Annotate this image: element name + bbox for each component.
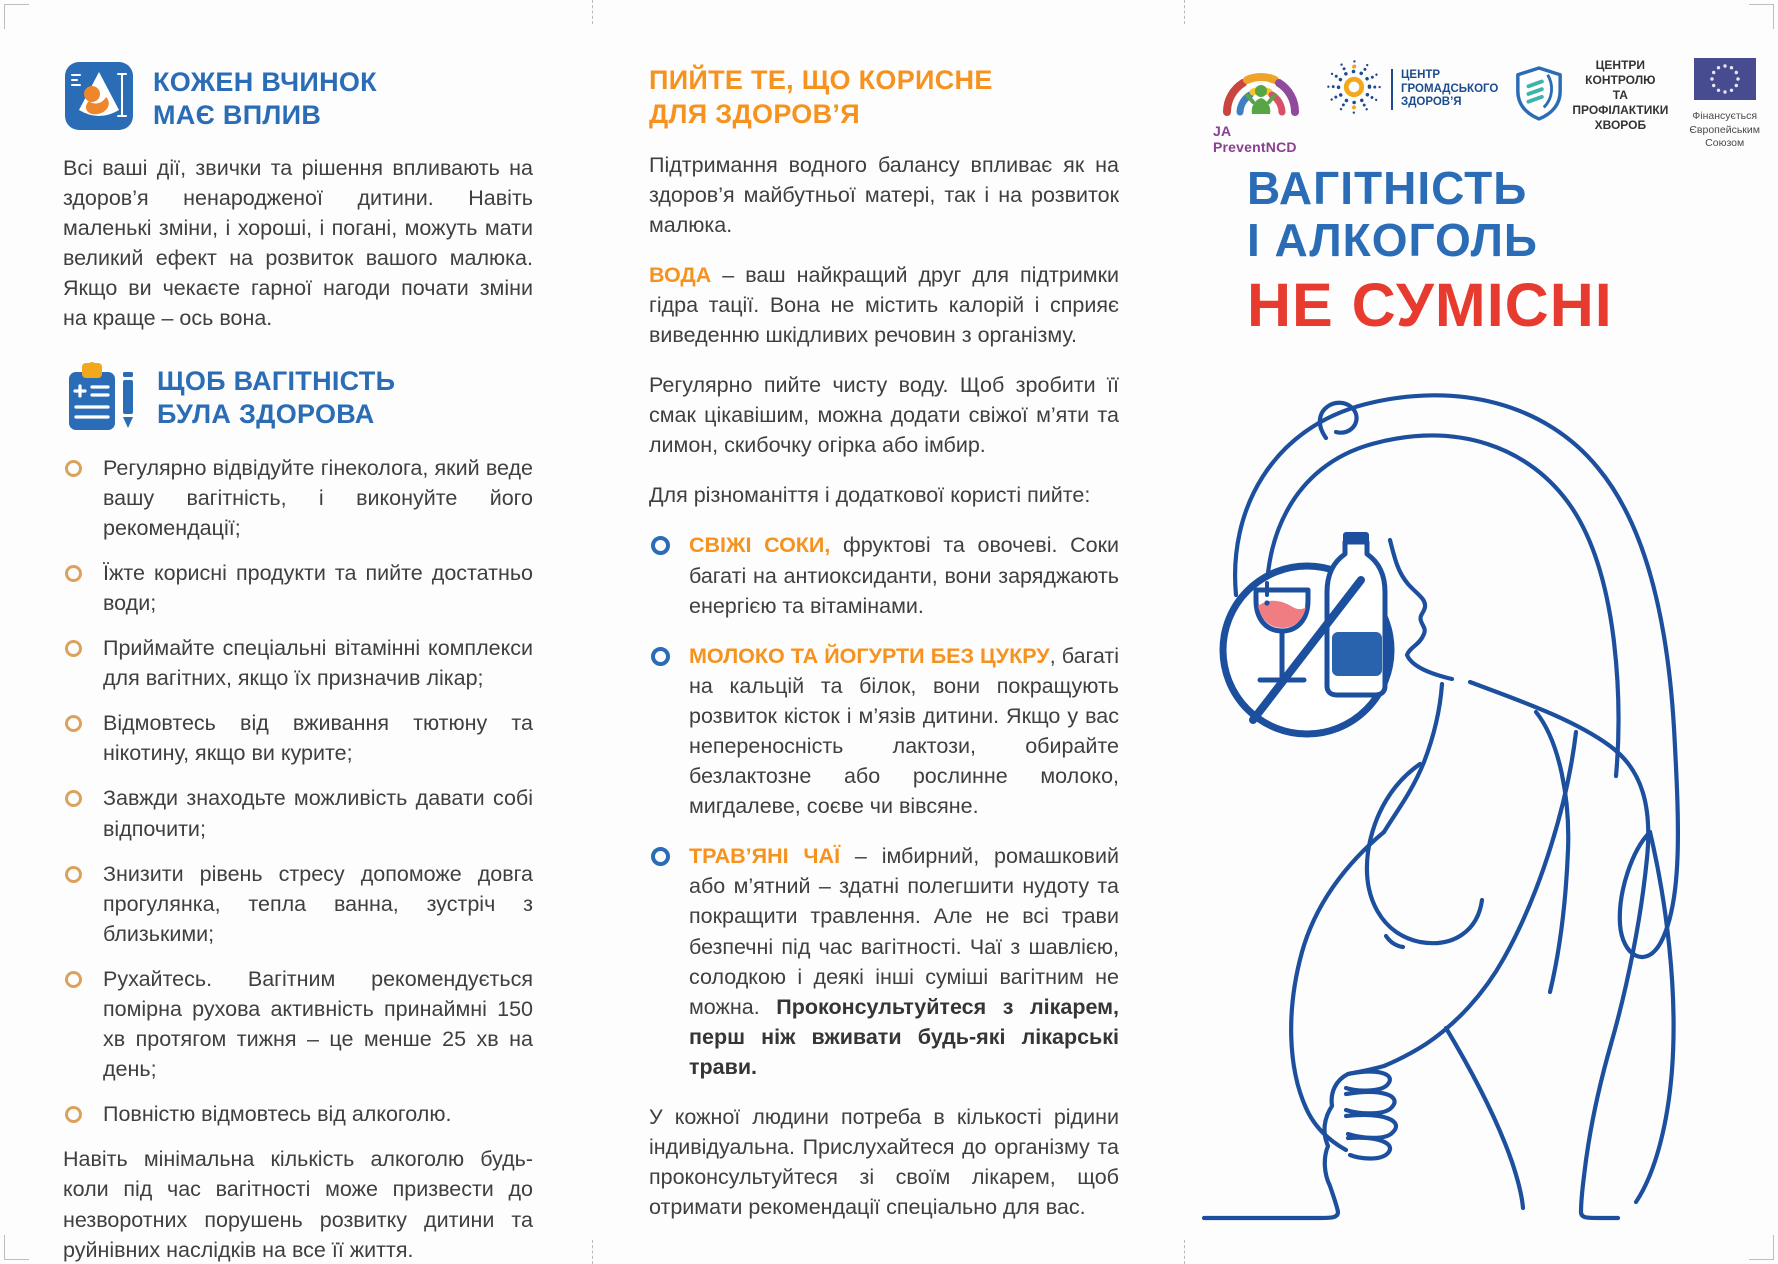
healthy-pregnancy-list <box>63 453 533 1130</box>
bullet-icon <box>65 790 82 807</box>
fold-mark <box>1184 1240 1185 1264</box>
section-healthy-pregnancy-header <box>63 360 533 437</box>
ultrasound-icon <box>63 60 135 137</box>
no-alcohol-sign <box>1223 532 1391 734</box>
list-item: МОЛОКО ТА ЙОГУРТИ БЕЗ ЦУКРУ, багаті на кальцій та білок, вони покращують розвиток кісток і м’язів дитини. Якщо у вас непереносність лактози, обирайте безлактозне або рослинне молоко, мигдалеве, соєве чи вівсяне. <box>649 641 1119 822</box>
bullet-icon <box>65 866 82 883</box>
ja-preventncd-logo <box>1213 58 1309 155</box>
bullet-icon <box>65 971 82 988</box>
left-column <box>63 60 533 1264</box>
water-paragraph: ВОДА – ваш найкращий друг для підтримки гідра тації. Вона не містить калорій і сприяє виведенню шкідливих речовин з організму. <box>649 262 1119 347</box>
list-item: ТРАВ’ЯНІ ЧАЇ – імбирний, ромашковий або м’ятний – здатні полегшити нудоту та покращити травлення. Але не всі трави безпечні під час вагітності. Чаї з шавлією, солодкою і деякі інші суміші вагітним не можна. Проконсультуйтеся з лікарем, перш ніж вживати будь-які лікарські трави. <box>649 841 1119 1082</box>
bullet-icon <box>65 460 82 477</box>
bullet-icon <box>651 536 670 555</box>
list-item: Повністю відмовтесь від алкоголю. <box>63 1099 533 1129</box>
shield-icon <box>1514 65 1564 126</box>
bullet-icon <box>65 640 82 657</box>
title-line-red: НЕ СУМІСНІ <box>1247 271 1613 340</box>
list-item: Відмовтесь від вживання тютюну та нікотину, якщо ви курите; <box>63 708 533 768</box>
sunburst-icon <box>1325 58 1383 121</box>
section-drink-healthy-title: ПИЙТЕ ТЕ, ЩО КОРИСНЕ ДЛЯ ЗДОРОВ’Я <box>649 65 993 129</box>
cdc-label: ЦЕНТРИ КОНТРОЛЮ ТА ПРОФІЛАКТИКИ ХВОРОБ <box>1572 58 1669 132</box>
list-item: СВІЖІ СОКИ, фруктові та овочеві. Соки багаті на антиоксиданти, вони заряджають енергією та вітамінами. <box>649 530 1119 620</box>
crop-mark <box>1749 4 1774 29</box>
eu-flag-icon <box>1694 58 1756 105</box>
bullet-icon <box>65 715 82 732</box>
variety-paragraph: Для різноманіття і додаткової користі пийте: <box>649 483 1091 508</box>
title-line-blue: ВАГІТНІСТЬ І АЛКОГОЛЬ <box>1247 162 1538 266</box>
list-item: Завжди знаходьте можливість давати собі відпочити; <box>63 783 533 843</box>
middle-column <box>649 64 1119 1242</box>
partner-logos <box>1213 58 1765 155</box>
pregnant-woman-illustration <box>1140 380 1778 1230</box>
list-item: Знизити рівень стресу допоможе довга прогулянка, тепла ванна, зустріч з близькими; <box>63 859 533 949</box>
eu-funding-logo <box>1684 58 1765 151</box>
list-item: Приймайте спеціальні вітамінні комплекси для вагітних, якщо їх призначив лікар; <box>63 633 533 693</box>
list-item: Рухайтесь. Вагітним рекомендується помірна рухова активність принаймні 150 хв протягом тижня – це менше 25 хв на день; <box>63 964 533 1084</box>
fold-mark <box>592 0 593 24</box>
fold-mark <box>1184 0 1185 24</box>
bullet-icon <box>651 647 670 666</box>
public-health-center-logo <box>1325 58 1498 121</box>
bullet-icon <box>65 565 82 582</box>
drink-clean-water-paragraph: Регулярно пийте чисту воду. Щоб зробити її смак цікавішим, можна додати свіжої м’яти та лимон, скибочку огірка або імбир. <box>649 373 1119 458</box>
section-every-action-header <box>63 60 533 137</box>
intro-paragraph: Всі ваші дії, звички та рішення впливають на здоров’я ненародженої дитини. Навіть маленькі зміни, і хороші, і погані, можуть мати великий ефект на розвиток вашого малюка. Якщо ви чекаєте гарної нагоди почати зміни на краще – ось вона. <box>63 156 533 331</box>
ja-preventncd-label: JA PreventNCD <box>1213 123 1297 155</box>
list-item: Регулярно відвідуйте гінеколога, який веде вашу вагітність, і виконуйте його рекомендації; <box>63 453 533 543</box>
clipboard-icon <box>63 360 139 437</box>
list-item: Їжте корисні продукти та пийте достатньо води; <box>63 558 533 618</box>
poster-title <box>1247 162 1613 340</box>
section-title: КОЖЕН ВЧИНОК МАЄ ВПЛИВ <box>153 66 377 130</box>
eu-funding-label: Фінансується Європейським Союзом <box>1689 110 1760 150</box>
public-health-center-label: ЦЕНТР ГРОМАДСЬКОГО ЗДОРОВ’Я <box>1391 69 1498 110</box>
bullet-icon <box>65 1106 82 1123</box>
water-balance-paragraph: Підтримання водного балансу впливає як на здоров’я майбутньої матері, так і на розвиток малюка. <box>649 152 1119 237</box>
crop-mark <box>4 1235 29 1260</box>
crop-mark <box>4 4 29 29</box>
alcohol-warning-paragraph: Навіть мінімальна кількість алкоголю будь-коли під час вагітності може призвести до незворотних порушень розвитку дитини та руйнівних наслідків на все її життя. <box>63 1147 533 1262</box>
section-title: ЩОБ ВАГІТНІСТЬ БУЛА ЗДОРОВА <box>157 366 396 430</box>
healthy-drinks-list <box>649 530 1119 1082</box>
crop-mark <box>1749 1235 1774 1260</box>
water-keyword: ВОДА <box>649 262 712 287</box>
cdc-logo <box>1514 58 1668 133</box>
bullet-icon <box>651 847 670 866</box>
fold-mark <box>592 1240 593 1264</box>
rainbow-person-icon <box>1213 58 1309 121</box>
fluid-需求-paragraph: У кожної людини потреба в кількості рідини індивідуальна. Прислухайтеся до організму та проконсультуйтеся зі своїм лікарем, щоб отримати рекомендації спеціально для вас. <box>649 1105 1119 1220</box>
